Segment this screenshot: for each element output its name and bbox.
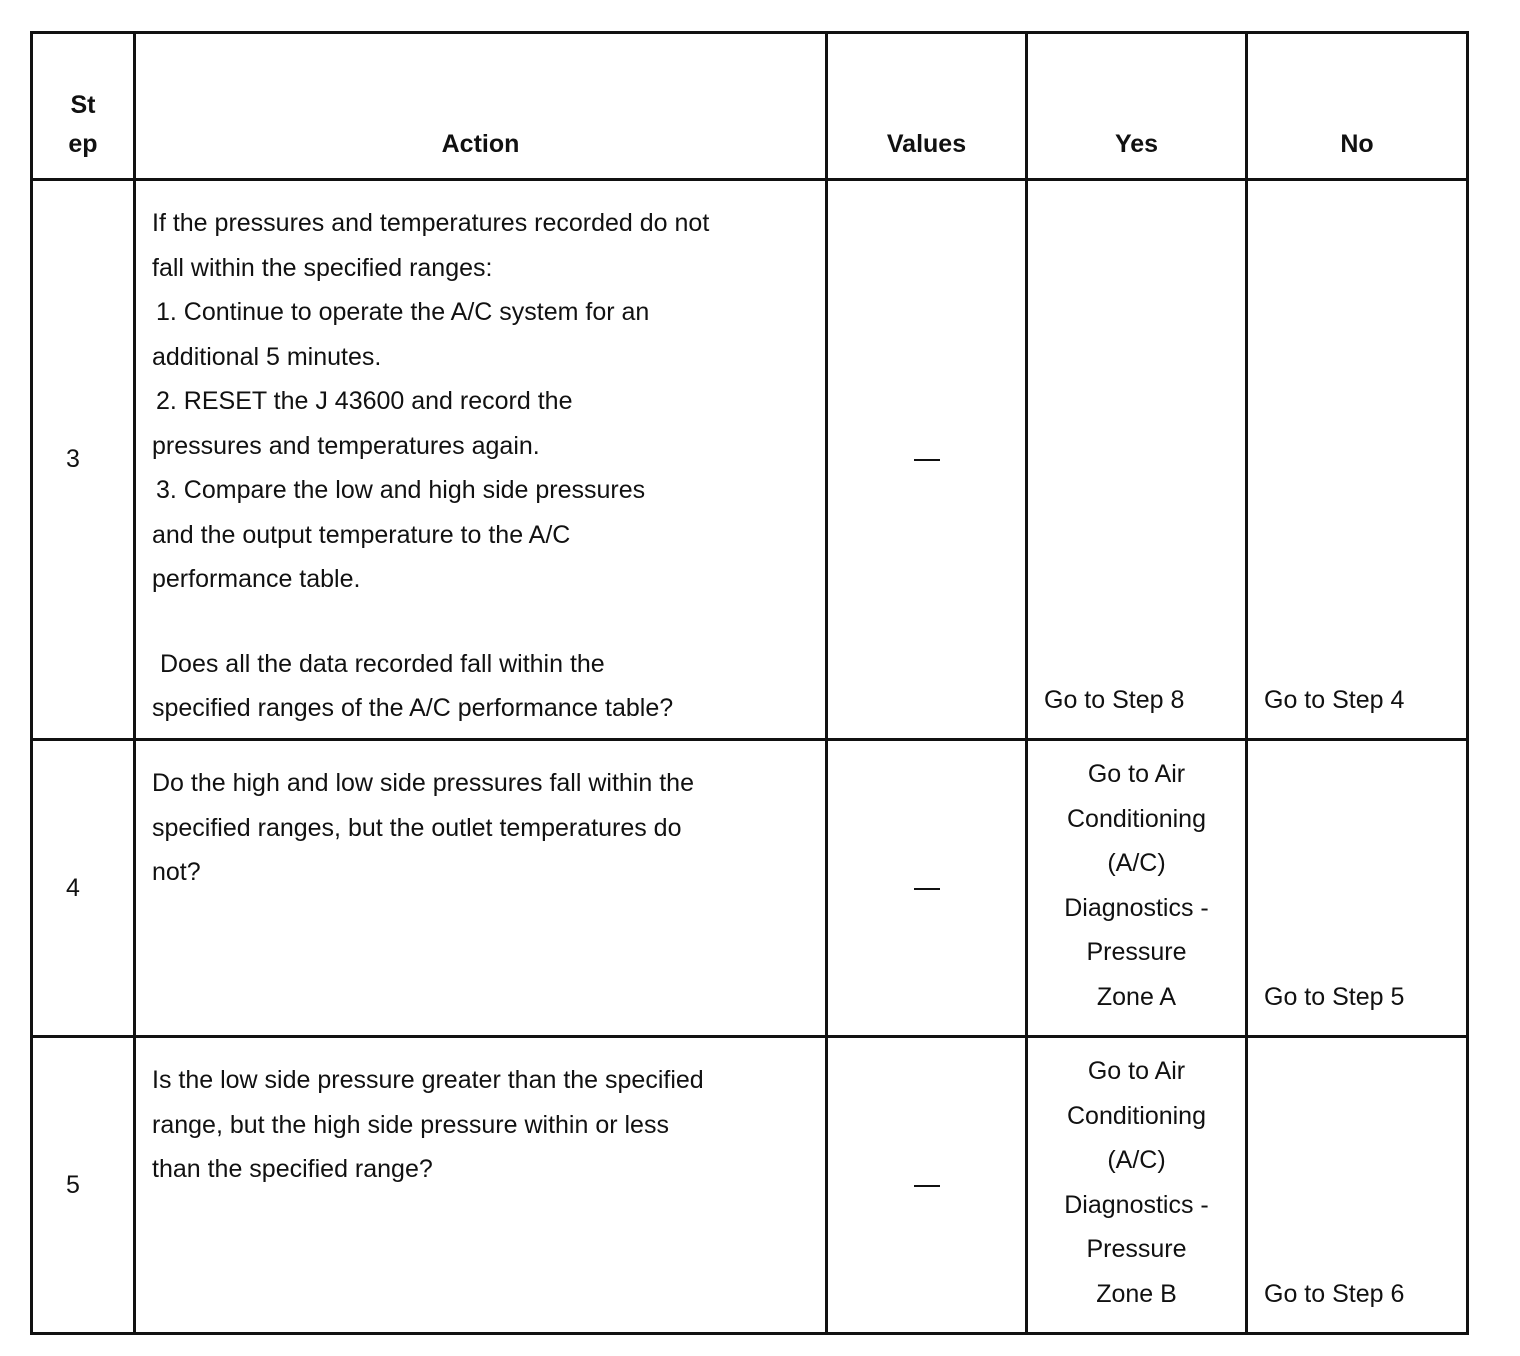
table-row <box>32 740 1468 1037</box>
action-line: additional 5 minutes. <box>152 342 382 371</box>
yes-line: Diagnostics - <box>1064 1190 1209 1219</box>
em-dash <box>914 1185 940 1187</box>
action-cell <box>135 180 827 740</box>
yes-line: Pressure <box>1086 938 1187 966</box>
header-step <box>32 33 135 180</box>
diagnostic-table <box>30 31 1469 1335</box>
step-number: 4 <box>32 740 135 1037</box>
action-line: and the output temperature to the A/C <box>152 520 571 549</box>
action-list-item: 3. Compare the low and high side pressures <box>156 476 646 504</box>
header-step-line-2: ep <box>68 130 98 158</box>
no-cell: Go to Step 5 <box>1247 740 1468 1037</box>
em-dash <box>914 888 940 890</box>
step-number: 3 <box>32 180 135 740</box>
action-line: specified ranges, but the outlet temperatures do <box>152 813 682 842</box>
yes-cell <box>1027 180 1247 740</box>
yes-line: Diagnostics - <box>1064 893 1209 922</box>
yes-line: (A/C) <box>1107 1146 1166 1174</box>
action-line: If the pressures and temperatures recorded do not <box>152 209 710 237</box>
yes-line: Conditioning <box>1067 804 1206 833</box>
question-line: specified ranges of the A/C performance table? <box>152 694 674 722</box>
yes-line: Zone A <box>1096 982 1177 1011</box>
header-action: Action <box>135 33 827 180</box>
table-row <box>32 1037 1468 1334</box>
yes-line: Go to Air <box>1087 760 1186 788</box>
yes-line: Pressure <box>1086 1235 1187 1263</box>
em-dash <box>914 459 940 461</box>
yes-line: (A/C) <box>1107 849 1166 877</box>
step-number: 5 <box>32 1037 135 1334</box>
values-cell <box>827 1037 1027 1334</box>
yes-cell <box>1027 740 1247 1037</box>
no-cell: Go to Step 4 <box>1247 180 1468 740</box>
yes-line: Go to Air <box>1087 1057 1186 1085</box>
table-row <box>32 180 1468 740</box>
header-step-line-1: St <box>70 91 96 119</box>
action-line: Do the high and low side pressures fall within the <box>152 769 694 797</box>
yes-cell <box>1027 1037 1247 1334</box>
action-line: not? <box>152 858 201 886</box>
question-line: Does all the data recorded fall within the <box>160 649 605 678</box>
action-line: pressures and temperatures again. <box>152 431 540 460</box>
yes-line: Go to Step 8 <box>1044 685 1185 714</box>
header-row <box>32 33 1468 180</box>
values-cell <box>827 740 1027 1037</box>
header-yes: Yes <box>1027 33 1247 180</box>
yes-line: Zone B <box>1096 1279 1177 1308</box>
action-line: performance table. <box>152 565 361 593</box>
action-cell <box>135 1037 827 1334</box>
header-values: Values <box>827 33 1027 180</box>
action-line: fall within the specified ranges: <box>152 253 493 282</box>
no-cell: Go to Step 6 <box>1247 1037 1468 1334</box>
spacer <box>152 602 809 642</box>
header-no: No <box>1247 33 1468 180</box>
action-line: Is the low side pressure greater than the specified <box>152 1066 704 1094</box>
action-line: than the specified range? <box>152 1155 433 1183</box>
action-line: range, but the high side pressure within or less <box>152 1110 669 1139</box>
values-cell <box>827 180 1027 740</box>
action-cell <box>135 740 827 1037</box>
action-list-item: 1. Continue to operate the A/C system for an <box>156 298 650 326</box>
yes-line: Conditioning <box>1067 1101 1206 1130</box>
action-list-item: 2. RESET the J 43600 and record the <box>156 387 573 415</box>
